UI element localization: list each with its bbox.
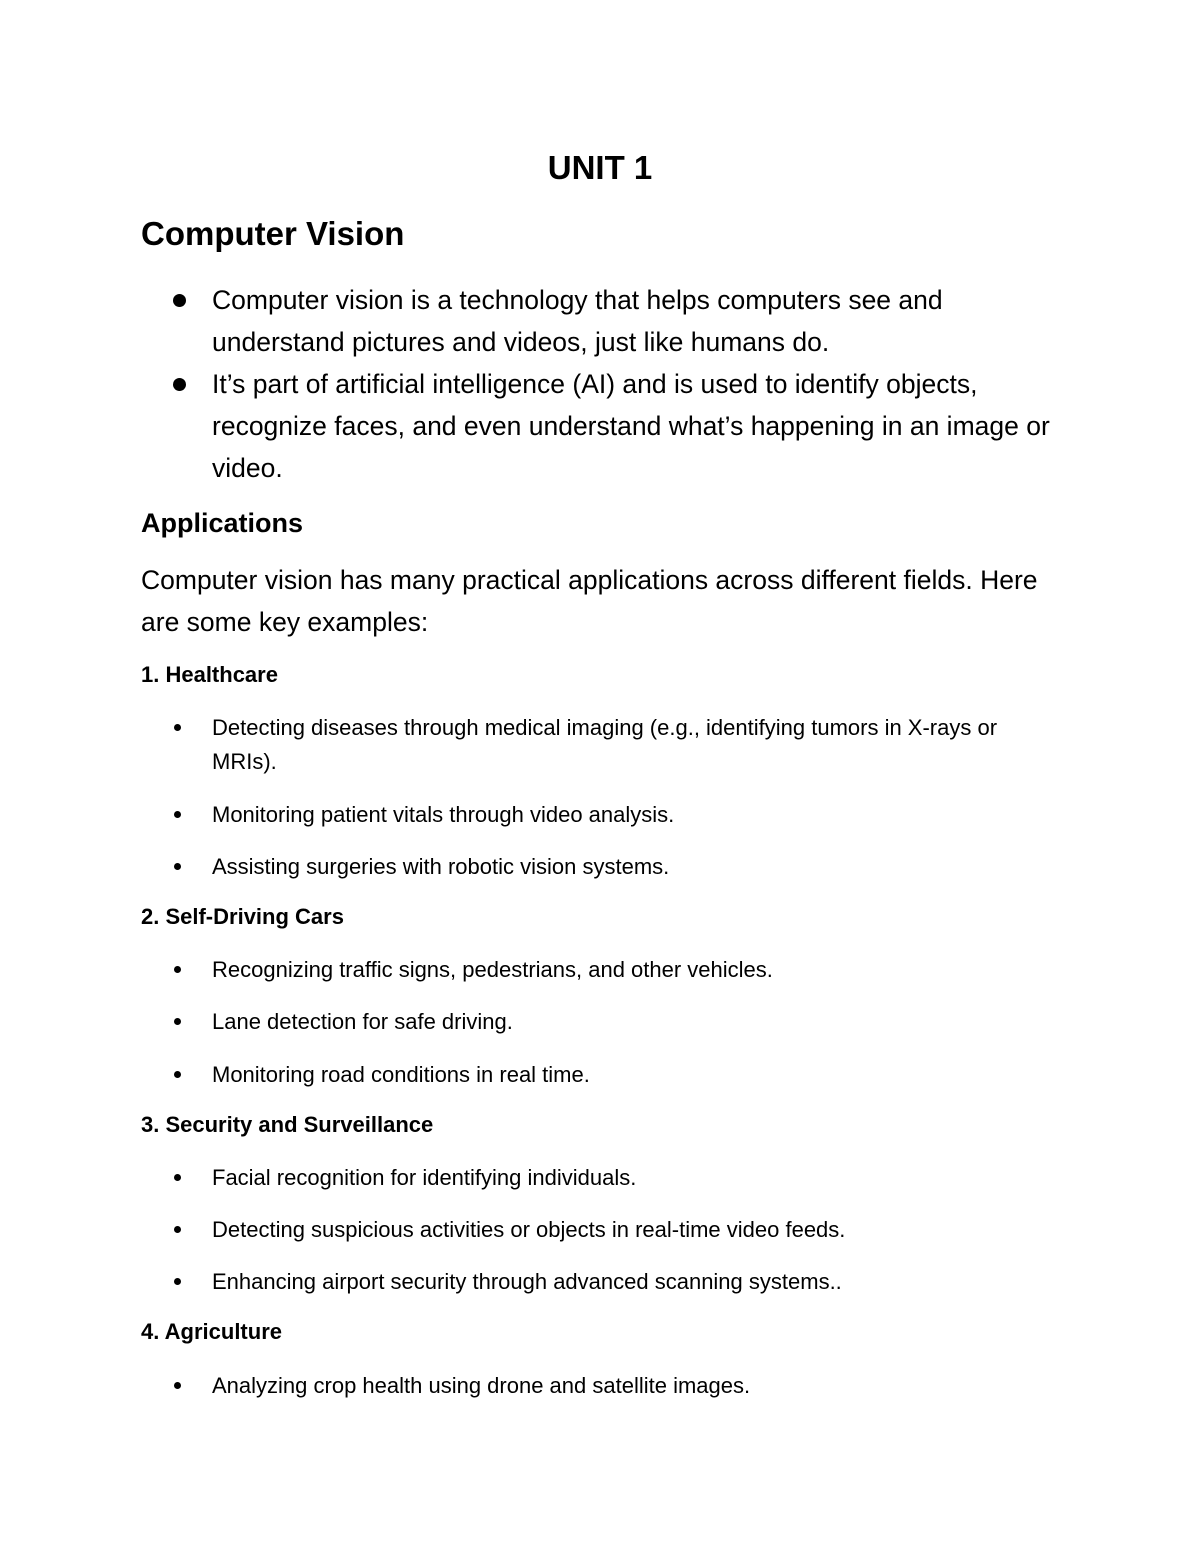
applications-heading: Applications (141, 508, 304, 538)
list-item-text: Recognizing traffic signs, pedestrians, and other vehicles. (212, 957, 773, 982)
main-heading: Computer Vision (141, 215, 405, 252)
bullet-icon (174, 811, 181, 818)
list-item (141, 1005, 1061, 1039)
overview-item (141, 279, 1081, 363)
list-item (141, 711, 1061, 779)
bullet-icon (174, 966, 181, 973)
section-heading-security: 3. Security and Surveillance (141, 1112, 434, 1137)
list-item-text: Monitoring patient vitals through video analysis. (212, 802, 675, 827)
list-item (141, 850, 1061, 884)
list-item (141, 1265, 1061, 1299)
list-item-text: Lane detection for safe driving. (212, 1009, 513, 1034)
list-item-text: Facial recognition for identifying individuals. (212, 1165, 637, 1190)
bullet-icon (174, 1071, 181, 1078)
bullet-icon (173, 294, 186, 307)
bullet-icon (174, 1382, 181, 1389)
bullet-icon (173, 378, 186, 391)
bullet-icon (174, 1278, 181, 1285)
bullet-icon (174, 863, 181, 870)
bullet-icon (174, 724, 181, 731)
section-heading-self-driving-cars: 2. Self-Driving Cars (141, 904, 344, 929)
bullet-icon (174, 1174, 181, 1181)
overview-item (141, 363, 1081, 489)
list-item (141, 953, 1061, 987)
list-item-text: Monitoring road conditions in real time. (212, 1062, 590, 1087)
list-item (141, 1058, 1061, 1092)
section-heading-healthcare: 1. Healthcare (141, 662, 278, 687)
list-item-text: Assisting surgeries with robotic vision systems. (212, 854, 670, 879)
section-heading-agriculture: 4. Agriculture (141, 1319, 282, 1344)
overview-item-text: It’s part of artificial intelligence (AI) and is used to identify objects, recognize faces, and even understand what’s happening in an image or video. (212, 369, 1050, 483)
bullet-icon (174, 1226, 181, 1233)
list-item-text: Analyzing crop health using drone and satellite images. (212, 1373, 751, 1398)
list-item (141, 1213, 1061, 1247)
list-item (141, 1161, 1061, 1195)
unit-title: UNIT 1 (547, 149, 653, 186)
list-item (141, 1369, 1061, 1403)
list-item-text: Enhancing airport security through advanced scanning systems.. (212, 1269, 842, 1294)
overview-list (141, 279, 1081, 489)
bullet-icon (174, 1018, 181, 1025)
applications-intro: Computer vision has many practical applications across different fields. Here are some key examples: (141, 565, 1038, 637)
list-item (141, 798, 1061, 832)
list-item-text: Detecting diseases through medical imaging (e.g., identifying tumors in X-rays or MRIs). (212, 715, 998, 774)
overview-item-text: Computer vision is a technology that helps computers see and understand pictures and videos, just like humans do. (212, 285, 943, 357)
list-item-text: Detecting suspicious activities or objects in real-time video feeds. (212, 1217, 846, 1242)
